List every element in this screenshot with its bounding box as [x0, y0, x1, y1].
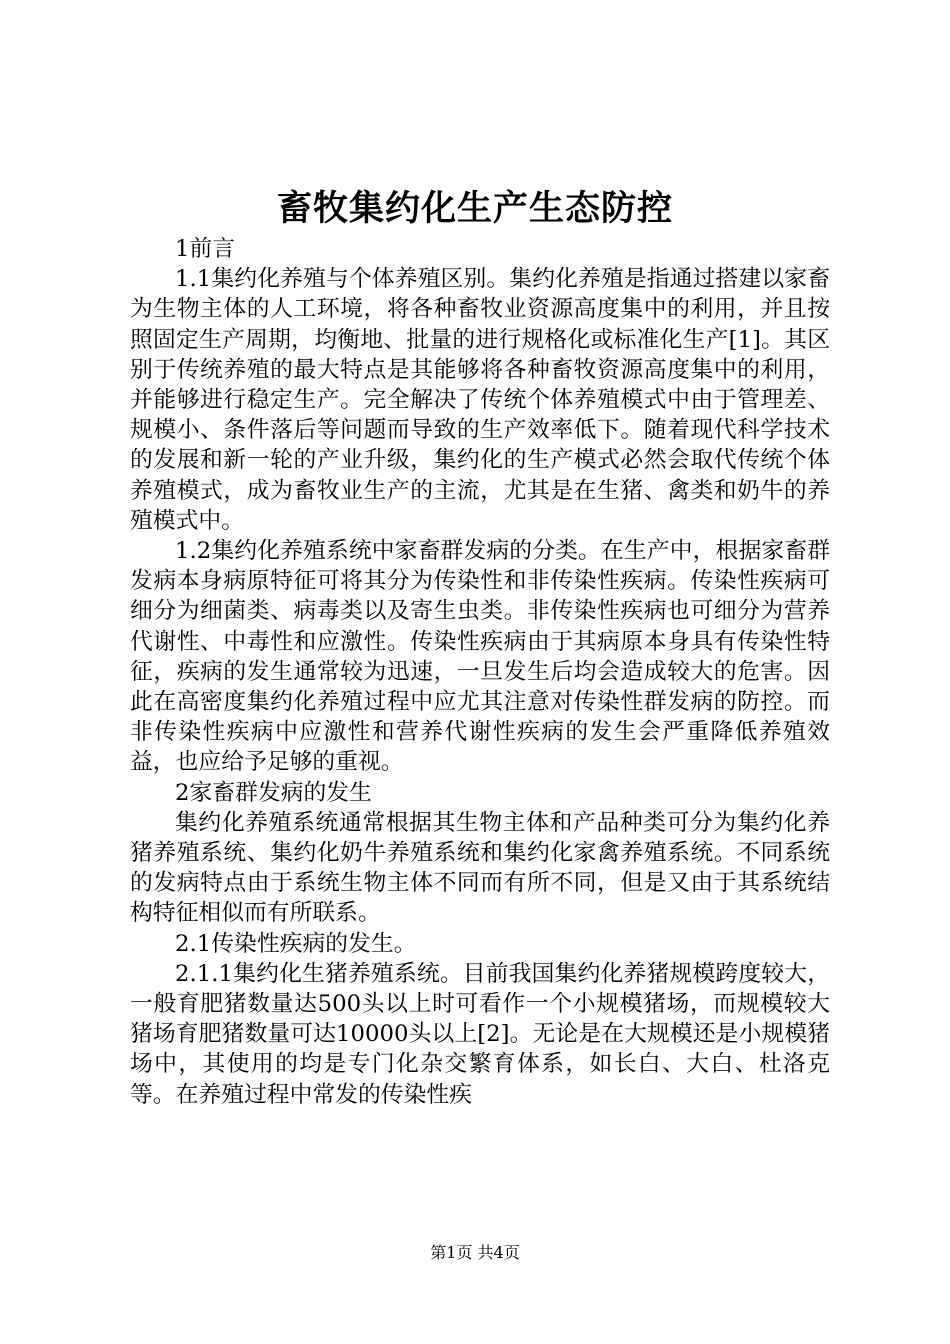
- section-heading-2: 2家畜群发病的发生: [175, 779, 372, 806]
- section-heading-1: 1前言: [175, 236, 236, 262]
- paragraph-1-2: 1.2集约化养殖系统中家畜群发病的分类。在生产中，根据家畜群发病本身病原特征可将其分为传染性和非传染性疾病。传染性疾病可细分为细菌类、病毒类以及寄生虫类。非传染性疾病也可细分为营养代谢性、中毒性和应激性。传染性疾病由于其病原本身具有传染性特征，疾病的发生通常较为迅速，一旦发生后均会造成较大的危害。因此在高密度集约化养殖过程中应尤其注意对传染性群发病的防控。而非传染性疾病中应激性和营养代谢性疾病的发生会严重降低养殖效益，也应给予足够的重视。: [130, 538, 830, 776]
- document-title: 畜牧集约化生产生态防控: [276, 188, 673, 229]
- paragraph-2-intro: 集约化养殖系统通常根据其生物主体和产品种类可分为集约化养猪养殖系统、集约化奶牛养殖系统和集约化家禽养殖系统。不同系统的发病特点由于系统生物主体不同而有所不同，但是又由于其系统结构特征相似而有所联系。: [130, 809, 830, 927]
- paragraph-1-1: 1.1集约化养殖与个体养殖区别。集约化养殖是指通过搭建以家畜为生物主体的人工环境，将各种畜牧业资源高度集中的利用，并且按照固定生产周期，均衡地、批量的进行规格化或标准化生产[1]。其区别于传统养殖的最大特点是其能够将各种畜牧资源高度集中的利用，并能够进行稳定生产。完全解决了传统个体养殖模式中由于管理差、规模小、条件落后等问题而导致的生产效率低下。随着现代科学技术的发展和新一轮的产业升级，集约化的生产模式必然会取代传统个体养殖模式，成为畜牧业生产的主流，尤其是在生猪、禽类和奶牛的养殖模式中。: [130, 266, 830, 534]
- subsection-heading-2-1: 2.1传染性疾病的发生。: [175, 930, 417, 957]
- paragraph-2-1-1: 2.1.1集约化生猪养殖系统。目前我国集约化养猪规模跨度较大，一般育肥猪数量达500头以上时可看作一个小规模猪场，而规模较大猪场育肥猪数量可达10000头以上[2]。无论是在大规模还是小规模猪场中，其使用的均是专门化杂交繁育体系，如长白、大白、杜洛克等。在养殖过程中常发的传染性疾: [130, 960, 830, 1108]
- document-body: [130, 234, 830, 1110]
- page-footer: 第1页 共4页: [430, 1243, 520, 1262]
